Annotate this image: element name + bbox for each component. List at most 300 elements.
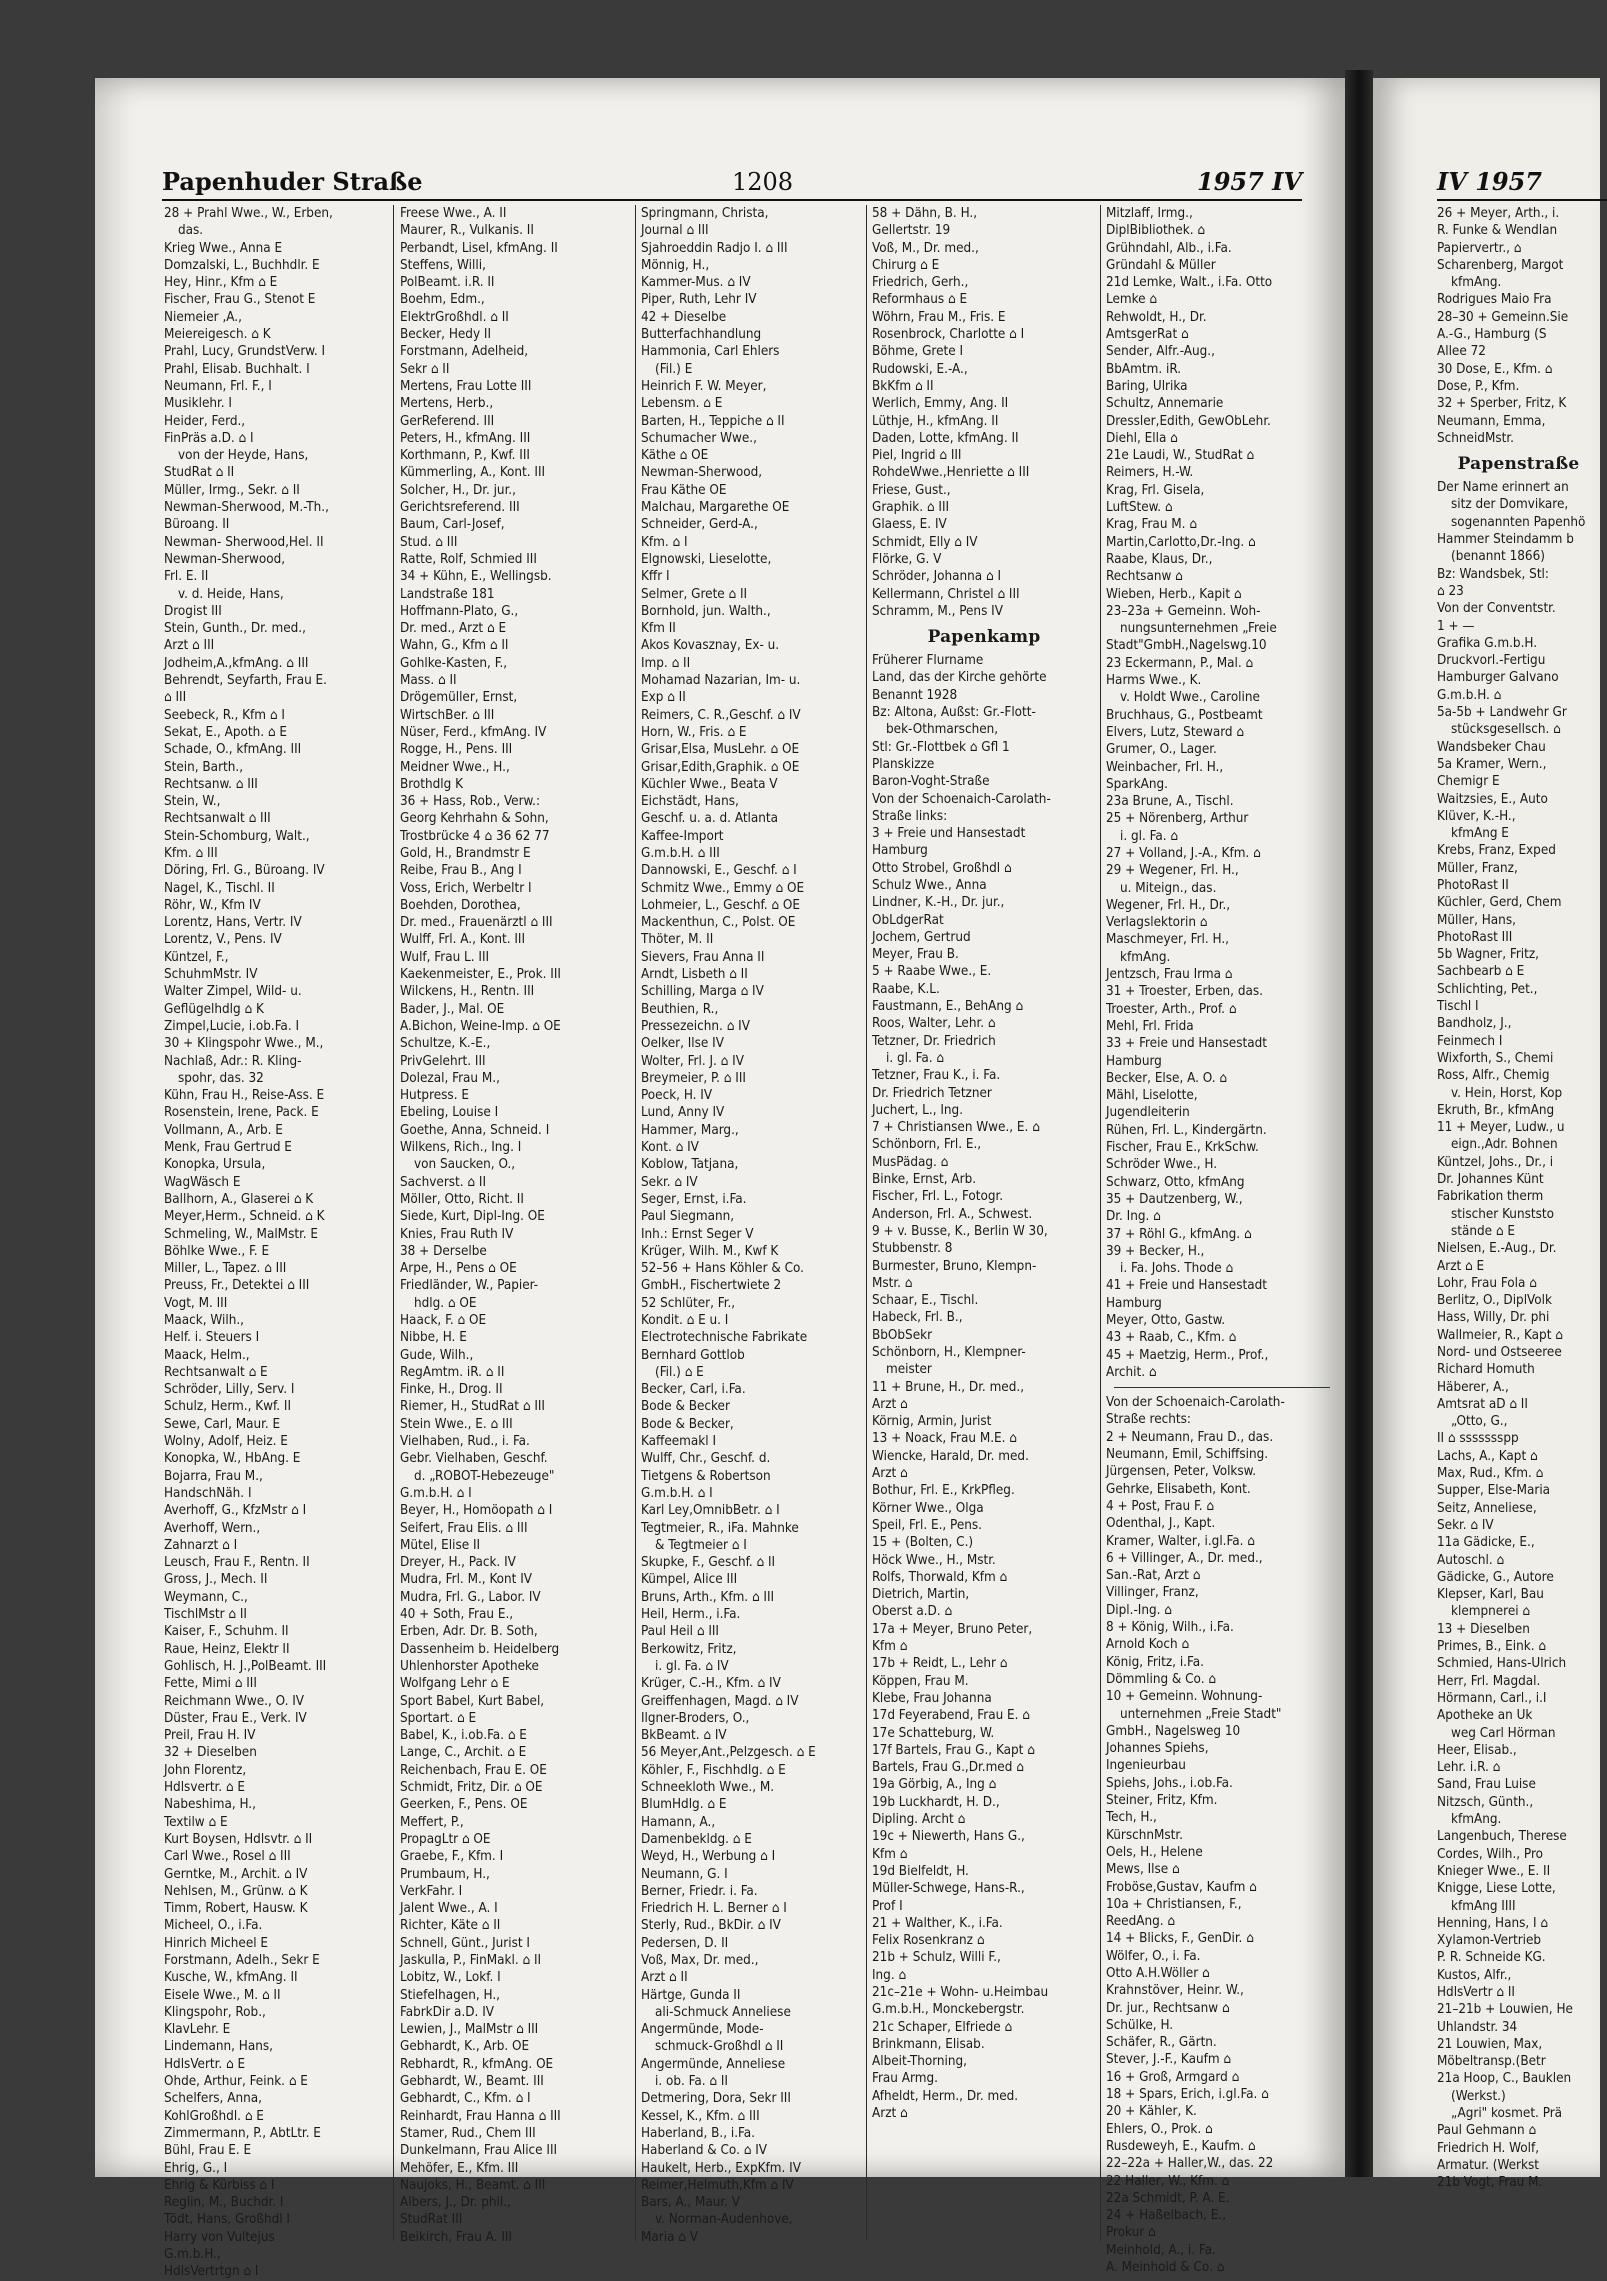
directory-entry: Früherer Flurname <box>872 653 984 669</box>
directory-entry: Rusdeweyh, E., Kaufm. ⌂ <box>1106 2138 1256 2154</box>
directory-entry: Averhoff, G., KfzMstr ⌂ I <box>164 1503 307 1519</box>
directory-entry: GmbH., Nagelsweg 10 <box>1106 1723 1241 1739</box>
directory-entry: Stever, J.-F., Kaufm ⌂ <box>1106 2052 1232 2068</box>
directory-entry: Jugendleiterin <box>1106 1105 1190 1121</box>
directory-entry: Von der Conventstr. <box>1437 601 1556 617</box>
directory-entry: Häberer, A., <box>1437 1379 1509 1395</box>
directory-entry: Klepser, Karl, Bau <box>1437 1587 1544 1603</box>
directory-entry: 11a Gädicke, E., <box>1437 1535 1535 1551</box>
directory-entry: Drogist III <box>164 603 222 619</box>
directory-entry: Spiehs, Johs., i.ob.Fa. <box>1106 1775 1233 1791</box>
directory-entry: Dr. Ing. ⌂ <box>1106 1209 1161 1225</box>
directory-entry: Micheel, O., i.Fa. <box>164 1918 263 1934</box>
directory-entry: Schnell, Günt., Jurist I <box>400 1935 530 1951</box>
directory-entry: Hamann, A., <box>641 1814 716 1830</box>
street-section-heading: Papenstraße <box>1457 454 1580 475</box>
directory-entry: G.m.b.H. ⌂ <box>1437 687 1502 703</box>
directory-entry: Schmeling, W., MalMstr. E <box>164 1226 319 1242</box>
directory-entry: Ehlers, O., Prok. ⌂ <box>1106 2121 1213 2137</box>
directory-entry: Krieg Wwe., Anna E <box>164 240 283 256</box>
directory-entry: Ehrig & Kürbiss ⌂ I <box>164 2177 275 2193</box>
directory-entry: KürschnMstr. <box>1106 1827 1183 1843</box>
directory-entry: 52 Schlüter, Fr., <box>641 1295 736 1311</box>
directory-entry: Becker, Else, A. O. ⌂ <box>1106 1070 1228 1086</box>
directory-entry: Sekr. ⌂ IV <box>641 1174 698 1190</box>
directory-entry: Lemke ⌂ <box>1106 292 1158 308</box>
directory-entry: Stein-Schomburg, Walt., <box>164 828 310 844</box>
directory-entry: Grafika G.m.b.H. <box>1437 635 1538 651</box>
directory-entry: Oels, H., Helene <box>1106 1844 1203 1860</box>
directory-entry: Weyd, H., Werbung ⌂ I <box>641 1849 776 1865</box>
directory-entry: Reinhardt, Frau Hanna ⌂ III <box>400 2108 561 2124</box>
directory-entry: Haberland, B., i.Fa. <box>641 2125 755 2141</box>
column-divider <box>393 205 394 2241</box>
directory-entry: 11 + Meyer, Ludw., u <box>1437 1120 1565 1136</box>
directory-entry: Grumer, O., Lager. <box>1106 742 1217 758</box>
directory-entry: Graphik. ⌂ III <box>872 500 950 516</box>
directory-entry: Planskizze <box>872 756 935 772</box>
directory-entry: Möller, Otto, Richt. II <box>400 1191 524 1207</box>
directory-entry: Sekat, E., Apoth. ⌂ E <box>164 724 287 740</box>
directory-entry: Käthe ⌂ OE <box>641 448 709 464</box>
directory-entry: Musiklehr. I <box>164 396 232 412</box>
directory-entry: Skupke, F., Geschf. ⌂ II <box>641 1555 776 1571</box>
directory-entry: Geschf. u. a. d. Atlanta <box>641 811 779 827</box>
directory-entry: RegAmtm. iR. ⌂ II <box>400 1364 505 1380</box>
directory-entry: Landstraße 181 <box>400 586 495 602</box>
directory-entry: Neumann, G. I <box>641 1866 728 1882</box>
directory-entry: 4 + Post, Frau F. ⌂ <box>1106 1498 1215 1514</box>
directory-entry: 21c–21e + Wohn- u.Heimbau <box>872 1984 1049 2000</box>
directory-entry: Böhlke Wwe., F. E <box>164 1243 270 1259</box>
directory-entry: Schönborn, Frl. E., <box>872 1137 982 1153</box>
directory-entry: Klüver, K.-H., <box>1437 808 1516 824</box>
directory-entry: Krahnstöver, Heinr. W., <box>1106 1983 1244 1999</box>
directory-entry: WagWäsch E <box>164 1174 241 1190</box>
directory-entry: Dietrich, Martin, <box>872 1587 970 1603</box>
directory-entry: PolBeamt. i.R. II <box>400 275 495 291</box>
directory-entry: Friedrich H. Wolf, <box>1437 2140 1540 2156</box>
directory-entry: Mertens, Frau Lotte III <box>400 378 532 394</box>
directory-entry: 58 + Dähn, B. H., <box>872 206 978 221</box>
directory-entry: Detmering, Dora, Sekr III <box>641 2091 791 2107</box>
directory-entry: Barten, H., Teppiche ⌂ II <box>641 413 785 429</box>
directory-entry: Müller-Schwege, Hans-R., <box>872 1881 1025 1897</box>
directory-entry: BbAmtm. iR. <box>1106 361 1182 377</box>
directory-entry: Rosenbrock, Charlotte ⌂ I <box>872 327 1025 343</box>
directory-entry: Henning, Hans, I ⌂ <box>1437 1915 1549 1931</box>
directory-entry: Froböse,Gustav, Kaufm ⌂ <box>1106 1879 1257 1895</box>
directory-entry: 17b + Reidt, L., Lehr ⌂ <box>872 1656 1008 1672</box>
directory-entry: StudRat III <box>400 2212 463 2228</box>
directory-entry: Kaiser, F., Schuhm. II <box>164 1624 289 1640</box>
directory-entry: Tetzner, Dr. Friedrich <box>872 1033 996 1049</box>
directory-entry: Richard Homuth <box>1437 1362 1535 1378</box>
directory-entry: Schröder, Lilly, Serv. I <box>164 1382 295 1398</box>
directory-entry: Gude, Wilh., <box>400 1347 474 1363</box>
directory-entry: Thöter, M. II <box>641 932 714 948</box>
directory-entry: Wolny, Adolf, Heiz. E <box>164 1434 288 1450</box>
directory-entry: Finke, H., Drog. II <box>400 1382 503 1398</box>
directory-entry: d. „ROBOT-Hebezeuge" <box>414 1468 555 1484</box>
directory-entry: 5b Wagner, Fritz, <box>1437 947 1539 963</box>
directory-entry: Kont. ⌂ IV <box>641 1140 699 1156</box>
directory-entry: von der Heyde, Hans, <box>178 448 309 464</box>
directory-entry: Albers, J., Dr. phil., <box>400 2195 511 2211</box>
directory-entry: Bars, A., Maur. V <box>641 2195 741 2211</box>
directory-entry: Poeck, H. IV <box>641 1088 713 1104</box>
directory-entry: Frau Armg. <box>872 2071 938 2087</box>
directory-entry: i. ob. Fa. ⌂ II <box>655 2074 728 2090</box>
directory-entry: Newman-Sherwood, M.-Th., <box>164 500 329 516</box>
directory-entry: Perbandt, Lisel, kfmAng. II <box>400 240 558 256</box>
directory-entry: Stein, Barth., <box>164 759 244 775</box>
directory-entry: Arpe, H., Pens ⌂ OE <box>400 1261 517 1277</box>
directory-entry: Becker, Carl, i.Fa. <box>641 1382 746 1398</box>
directory-entry: Otto Strobel, Großhdl ⌂ <box>872 860 1012 876</box>
directory-entry: Anderson, Frl. A., Schwest. <box>872 1206 1033 1222</box>
directory-entry: Newman- Sherwood,Hel. II <box>164 534 324 550</box>
directory-entry: Otto A.H.Wöller ⌂ <box>1106 1965 1210 1981</box>
directory-entry: SparkAng. <box>1106 776 1168 792</box>
directory-entry: Reibe, Frau B., Ang I <box>400 863 522 879</box>
directory-entry: Lachs, A., Kapt ⌂ <box>1437 1448 1538 1464</box>
directory-entry: Exp ⌂ II <box>641 690 686 706</box>
directory-entry: Sekr ⌂ II <box>400 361 450 377</box>
directory-entry: Tetzner, Frau K., i. Fa. <box>872 1068 1001 1084</box>
directory-entry: Meidner Wwe., H., <box>400 759 510 775</box>
directory-entry: Kramer, Walter, i.gl.Fa. ⌂ <box>1106 1533 1255 1549</box>
directory-entry: Schelfers, Anna, <box>164 2091 262 2107</box>
directory-entry: schmuck-Großhdl ⌂ II <box>655 2039 784 2055</box>
directory-entry: Seitz, Anneliese, <box>1437 1500 1537 1516</box>
directory-entry: Ohde, Arthur, Feink. ⌂ E <box>164 2074 308 2090</box>
directory-entry: Jalent Wwe., A. I <box>400 1901 498 1917</box>
directory-entry: Bühl, Frau E. E <box>164 2143 252 2159</box>
directory-entry: Stamer, Rud., Chem III <box>400 2125 536 2141</box>
directory-entry: 17f Bartels, Frau G., Kapt ⌂ <box>872 1742 1035 1758</box>
directory-entry: Hammer Steindamm b <box>1437 532 1574 548</box>
directory-entry: TischlMstr ⌂ II <box>164 1607 247 1623</box>
directory-entry: Arzt ⌂ III <box>164 638 215 654</box>
directory-entry: kfmAng IIII <box>1451 1898 1516 1914</box>
directory-entry: v. Norman-Audenhove, <box>655 2212 793 2228</box>
directory-entry: Schmitz Wwe., Emmy ⌂ OE <box>641 880 805 896</box>
directory-entry: 21d Lemke, Walt., i.Fa. Otto <box>1106 275 1273 291</box>
directory-entry: Oberst a.D. ⌂ <box>872 1604 953 1620</box>
directory-entry: Sievers, Frau Anna II <box>641 949 765 965</box>
directory-entry: Rechtsanwalt ⌂ III <box>164 811 271 827</box>
directory-entry: Hörmann, Carl., i.I <box>1437 1690 1547 1706</box>
directory-entry: Bader, J., Mal. OE <box>400 1001 505 1017</box>
directory-entry: Langenbuch, Therese <box>1437 1829 1567 1845</box>
directory-entry: Maria ⌂ V <box>641 2229 698 2245</box>
directory-entry: Geflügelhdlg ⌂ K <box>164 1001 264 1017</box>
directory-entry: Mehöfer, E., Kfm. III <box>400 2160 519 2176</box>
directory-entry: Hamburg <box>1106 1295 1162 1311</box>
directory-entry: Sport Babel, Kurt Babel, <box>400 1693 545 1709</box>
directory-entry: Speil, Frl. E., Pens. <box>872 1517 982 1533</box>
directory-entry: 7 + Christiansen Wwe., E. ⌂ <box>872 1120 1040 1136</box>
directory-entry: Kusche, W., kfmAng. II <box>164 1970 298 1986</box>
directory-entry: Kurt Boysen, Hdlsvtr. ⌂ II <box>164 1831 313 1847</box>
directory-entry: Goethe, Anna, Schneid. I <box>400 1122 550 1138</box>
directory-entry: stände ⌂ E <box>1451 1223 1515 1239</box>
directory-entry: eign.,Adr. Bohnen <box>1451 1137 1558 1153</box>
directory-entry: Schneekloth Wwe., M. <box>641 1780 775 1796</box>
directory-entry: 42 + Dieselbe <box>641 309 727 325</box>
directory-entry: Dr. Friedrich Tetzner <box>872 1085 992 1101</box>
directory-entry: Tech, H., <box>1106 1810 1157 1826</box>
directory-entry: Maschmeyer, Frl. H., <box>1106 932 1229 948</box>
directory-entry: Babel, K., i.ob.Fa. ⌂ E <box>400 1728 527 1744</box>
directory-entry: FabrkDir a.D. IV <box>400 2004 494 2020</box>
directory-entry: Neumann, Emma, <box>1437 413 1546 429</box>
directory-entry: Chirurg ⌂ E <box>872 257 940 273</box>
directory-entry: 23 Eckermann, P., Mal. ⌂ <box>1106 655 1254 671</box>
directory-entry: Pedersen, D. II <box>641 1935 729 1951</box>
directory-entry: Gädicke, G., Autore <box>1437 1569 1554 1585</box>
directory-entry: Stiefelhagen, H., <box>400 1987 500 2003</box>
directory-entry: Arndt, Lisbeth ⌂ II <box>641 967 748 983</box>
directory-entry: Freese Wwe., A. II <box>400 206 507 221</box>
directory-entry: Naujoks, H., Beamt. ⌂ III <box>400 2177 546 2193</box>
directory-entry: Leusch, Frau F., Rentn. II <box>164 1555 310 1571</box>
directory-entry: Arzt ⌂ E <box>1437 1258 1485 1274</box>
directory-entry: Knigge, Liese Lotte, <box>1437 1881 1556 1897</box>
directory-entry: Berner, Friedr. i. Fa. <box>641 1883 758 1899</box>
directory-entry: Cordes, Wilh., Pro <box>1437 1846 1543 1862</box>
directory-entry: Gellertstr. 19 <box>872 223 951 239</box>
directory-entry: SchneidMstr. <box>1437 430 1514 446</box>
directory-entry: Benannt 1928 <box>872 687 958 703</box>
directory-entry: u. Miteign., das. <box>1120 880 1217 896</box>
directory-entry: Sand, Frau Luise <box>1437 1777 1536 1793</box>
directory-entry: Lorentz, Hans, Vertr. IV <box>164 915 302 931</box>
column-divider <box>1100 205 1101 2241</box>
directory-entry: Selmer, Grete ⌂ II <box>641 586 748 602</box>
directory-entry: Dr. Johannes Künt <box>1437 1172 1544 1188</box>
directory-entry: Von der Schoenaich-Carolath- <box>872 791 1051 807</box>
directory-entry: sitz der Domvikare, <box>1451 497 1569 513</box>
directory-entry: Gohlke-Kasten, F., <box>400 655 508 671</box>
directory-entry: Meyer, Frau B. <box>872 947 959 963</box>
directory-entry: Müller, Hans, <box>1437 912 1516 928</box>
directory-entry: Müller, Irmg., Sekr. ⌂ II <box>164 482 300 498</box>
directory-entry: Troester, Arth., Prof. ⌂ <box>1106 1001 1237 1017</box>
directory-entry: Bode & Becker, <box>641 1416 734 1432</box>
directory-entry: 2 + Neumann, Frau D., das. <box>1106 1429 1274 1445</box>
directory-entry: Schulz, Herm., Kwf. II <box>164 1399 292 1415</box>
directory-entry: PhotoRast III <box>1437 929 1513 945</box>
directory-entry: Friedrich, Gerh., <box>872 275 969 291</box>
directory-entry: PropagLtr ⌂ OE <box>400 1831 491 1847</box>
directory-entry: Heinrich F. W. Meyer, <box>641 378 767 394</box>
directory-entry: Fette, Mimi ⌂ III <box>164 1676 257 1692</box>
directory-entry: Härtge, Gunda II <box>641 1987 741 2003</box>
directory-entry: Mönnig, H., <box>641 257 710 273</box>
directory-entry: Rehwoldt, H., Dr. <box>1106 309 1207 325</box>
directory-entry: Karl Ley,OmnibBetr. ⌂ I <box>641 1503 780 1519</box>
directory-entry: Schneider, Gerd-A., <box>641 517 758 533</box>
directory-entry: Röhr, W., Kfm IV <box>164 897 261 913</box>
directory-entry: Voß, Max, Dr. med., <box>641 1952 759 1968</box>
directory-entry: 6 + Villinger, A., Dr. med., <box>1106 1550 1263 1566</box>
directory-entry: (Fil.) E <box>655 361 693 377</box>
directory-entry: Sekr. ⌂ IV <box>1437 1517 1494 1533</box>
directory-entry: Konopka, W., HbAng. E <box>164 1451 301 1467</box>
directory-entry: BkBeamt. ⌂ IV <box>641 1728 727 1744</box>
directory-entry: Gründahl & Müller <box>1106 257 1216 273</box>
directory-entry: Kfm ⌂ <box>872 1639 908 1655</box>
directory-entry: Schröder Wwe., H. <box>1106 1157 1218 1173</box>
directory-entry: Hammonia, Carl Ehlers <box>641 344 780 360</box>
directory-entry: Rechtsanw ⌂ <box>1106 569 1183 585</box>
directory-entry: Wiencke, Harald, Dr. med. <box>872 1448 1029 1464</box>
directory-entry: Bothur, Frl. E., KrkPfleg. <box>872 1483 1015 1499</box>
directory-entry: Mohamad Nazarian, Im- u. <box>641 673 801 689</box>
directory-entry: Küchler Wwe., Beata V <box>641 776 778 792</box>
directory-entry: Hey, Hinr., Kfm ⌂ E <box>164 275 278 291</box>
directory-entry: Sender, Alfr.-Aug., <box>1106 344 1215 360</box>
directory-entry: Jodheim,A.,kfmAng. ⌂ III <box>164 655 309 671</box>
directory-entry: 17a + Meyer, Bruno Peter, <box>872 1621 1033 1637</box>
directory-entry: Bernhard Gottlob <box>641 1347 745 1363</box>
directory-entry: Brothdlg K <box>400 776 464 792</box>
directory-entry: Dressler,Edith, GewObLehr. <box>1106 413 1271 429</box>
directory-entry: 16 + Groß, Armgard ⌂ <box>1106 2069 1240 2085</box>
directory-entry: Mass. ⌂ II <box>400 673 457 689</box>
directory-entry: Ehrig, G., I <box>164 2160 228 2176</box>
directory-entry: 22–22a + Haller,W., das. 22 <box>1106 2156 1274 2172</box>
directory-entry: Dunkelmann, Frau Alice III <box>400 2143 558 2159</box>
directory-entry: Friedländer, W., Papier- <box>400 1278 539 1294</box>
directory-entry: Wallmeier, R., Kapt ⌂ <box>1437 1327 1563 1343</box>
directory-entry: Straße rechts: <box>1106 1412 1191 1428</box>
directory-entry: Armatur. (Werkst <box>1437 2157 1539 2173</box>
directory-entry: Martin,Carlotto,Dr.-Ing. ⌂ <box>1106 534 1256 550</box>
directory-entry: Stl: Gr.-Flottbek ⌂ Gfl 1 <box>872 739 1010 755</box>
directory-entry: Voß, M., Dr. med., <box>872 240 979 256</box>
directory-entry: Malchau, Margarethe OE <box>641 500 790 516</box>
directory-entry: Konopka, Ursula, <box>164 1157 266 1173</box>
directory-entry: G.m.b.H., <box>164 2247 221 2263</box>
directory-entry: John Florentz, <box>164 1762 247 1778</box>
directory-entry: Sportart. ⌂ E <box>400 1710 477 1726</box>
directory-entry: Wilckens, H., Rentn. III <box>400 984 535 1000</box>
directory-entry: Möbeltransp.(Betr <box>1437 2054 1546 2070</box>
directory-entry: Heider, Ferd., <box>164 413 246 429</box>
directory-entry: Dr. jur., Rechtsanw ⌂ <box>1106 2000 1230 2016</box>
column-divider <box>635 205 636 2241</box>
directory-entry: Lindner, K.-H., Dr. jur., <box>872 895 1005 911</box>
directory-entry: Grisar,Elsa, MusLehr. ⌂ OE <box>641 742 800 758</box>
page-number: 1208 <box>732 168 794 196</box>
directory-entry: 22a Schmidt, P. A. E. <box>1106 2190 1230 2206</box>
directory-entry: Hammer, Marg., <box>641 1122 739 1138</box>
directory-entry: Max, Rud., Kfm. ⌂ <box>1437 1466 1544 1482</box>
directory-entry: Imp. ⌂ II <box>641 655 691 671</box>
directory-entry: Seebeck, R., Kfm ⌂ I <box>164 707 285 723</box>
directory-entry: Gerichtsreferend. III <box>400 500 520 516</box>
directory-entry: Allee 72 <box>1437 344 1486 360</box>
directory-entry: Wulf, Frau L. III <box>400 949 490 965</box>
directory-entry: Roos, Walter, Lehr. ⌂ <box>872 1016 996 1032</box>
directory-entry: 21 + Walther, K., i.Fa. <box>872 1915 1003 1931</box>
directory-entry: Erben, Adr. Dr. B. Soth, <box>400 1624 538 1640</box>
directory-entry: 18 + Spars, Erich, i.gl.Fa. ⌂ <box>1106 2087 1269 2103</box>
directory-entry: 23a Brune, A., Tischl. <box>1106 794 1234 810</box>
directory-entry: Faustmann, E., BehAng ⌂ <box>872 999 1024 1015</box>
directory-entry: Dassenheim b. Heidelberg <box>400 1641 560 1657</box>
directory-entry: Lohmeier, L., Geschf. ⌂ OE <box>641 897 800 913</box>
directory-entry: Friese, Gust., <box>872 482 951 498</box>
directory-entry: Baron-Voght-Straße <box>872 774 990 790</box>
directory-entry: 21a Hoop, C., Bauklen <box>1437 2071 1572 2087</box>
directory-entry: 15 + (Bolten, C.) <box>872 1535 974 1551</box>
directory-entry: Ebeling, Louise I <box>400 1105 499 1121</box>
directory-entry: Niemeier ,A., <box>164 309 242 325</box>
directory-entry: Verlagslektorin ⌂ <box>1106 915 1208 931</box>
directory-entry: Meyer,Herm., Schneid. ⌂ K <box>164 1209 325 1225</box>
directory-entry: Supper, Else-Maria <box>1437 1483 1551 1499</box>
directory-entry: Habeck, Frl. B., <box>872 1310 963 1326</box>
directory-column-1 <box>164 205 390 2280</box>
directory-entry: Mütel, Elise II <box>400 1537 481 1553</box>
directory-entry: Bruchhaus, G., Postbeamt <box>1106 707 1263 723</box>
directory-entry: Berlitz, O., DiplVolk <box>1437 1293 1552 1309</box>
directory-entry: Georg Kehrhahn & Sohn, <box>400 811 549 827</box>
directory-entry: 41 + Freie und Hansestadt <box>1106 1278 1267 1294</box>
directory-entry: Feinmech I <box>1437 1033 1503 1049</box>
directory-entry: Von der Schoenaich-Carolath- <box>1106 1395 1285 1411</box>
directory-entry: Stadt"GmbH.,Nagelswg.10 <box>1106 638 1267 654</box>
directory-entry: Preuss, Fr., Detektei ⌂ III <box>164 1278 310 1294</box>
directory-entry: Nachlaß, Adr.: R. Kling- <box>164 1053 302 1069</box>
directory-entry: 5a-5b + Landwehr Gr <box>1437 705 1567 721</box>
directory-entry: Maurer, R., Vulkanis. II <box>400 223 534 239</box>
directory-entry: Frl. E. II <box>164 569 209 585</box>
right-edition-year: IV 1957 <box>1437 167 1542 196</box>
directory-entry: 10a + Christiansen, F., <box>1106 1896 1242 1912</box>
directory-entry: Mudra, Frl. M., Kont IV <box>400 1572 533 1588</box>
directory-entry: Wölfer, O., i. Fa. <box>1106 1948 1201 1964</box>
directory-entry: Stud. ⌂ III <box>400 534 458 550</box>
directory-entry: 36 + Hass, Rob., Verw.: <box>400 794 541 810</box>
directory-entry: VerkFahr. I <box>400 1883 463 1899</box>
directory-entry: 19a Görbig, A., Ing ⌂ <box>872 1777 997 1793</box>
directory-entry: Wolfgang Lehr ⌂ E <box>400 1676 510 1692</box>
directory-entry: 37 + Röhl G., kfmAng. ⌂ <box>1106 1226 1252 1242</box>
directory-entry: hdlg. ⌂ OE <box>414 1295 477 1311</box>
directory-column-6 <box>1437 205 1600 2261</box>
directory-entry: Carl Wwe., Rosel ⌂ III <box>164 1849 291 1865</box>
directory-entry: Köhler, F., Fischhdlg. ⌂ E <box>641 1762 786 1778</box>
directory-entry: Rebhardt, R., kfmAng. OE <box>400 2056 554 2072</box>
directory-entry: 8 + König, Wilh., i.Fa. <box>1106 1620 1234 1636</box>
directory-entry: 40 + Soth, Frau E., <box>400 1607 514 1623</box>
directory-entry: Rechtsanwalt ⌂ E <box>164 1364 268 1380</box>
directory-entry: Reichenbach, Frau E. OE <box>400 1762 547 1778</box>
directory-entry: Meinhold, A., i. Fa. <box>1106 2242 1216 2258</box>
directory-entry: 21–21b + Louwien, He <box>1437 2002 1573 2018</box>
directory-entry: 21b + Schulz, Willi F., <box>872 1950 1001 1966</box>
directory-entry: BlumHdlg. ⌂ E <box>641 1797 727 1813</box>
directory-entry: Reichmann Wwe., O. IV <box>164 1693 305 1709</box>
directory-entry: 56 Meyer,Ant.,Pelzgesch. ⌂ E <box>641 1745 816 1761</box>
directory-entry: Meiereigesch. ⌂ K <box>164 327 271 343</box>
directory-entry: Lüthje, H., kfmAng. II <box>872 413 999 429</box>
